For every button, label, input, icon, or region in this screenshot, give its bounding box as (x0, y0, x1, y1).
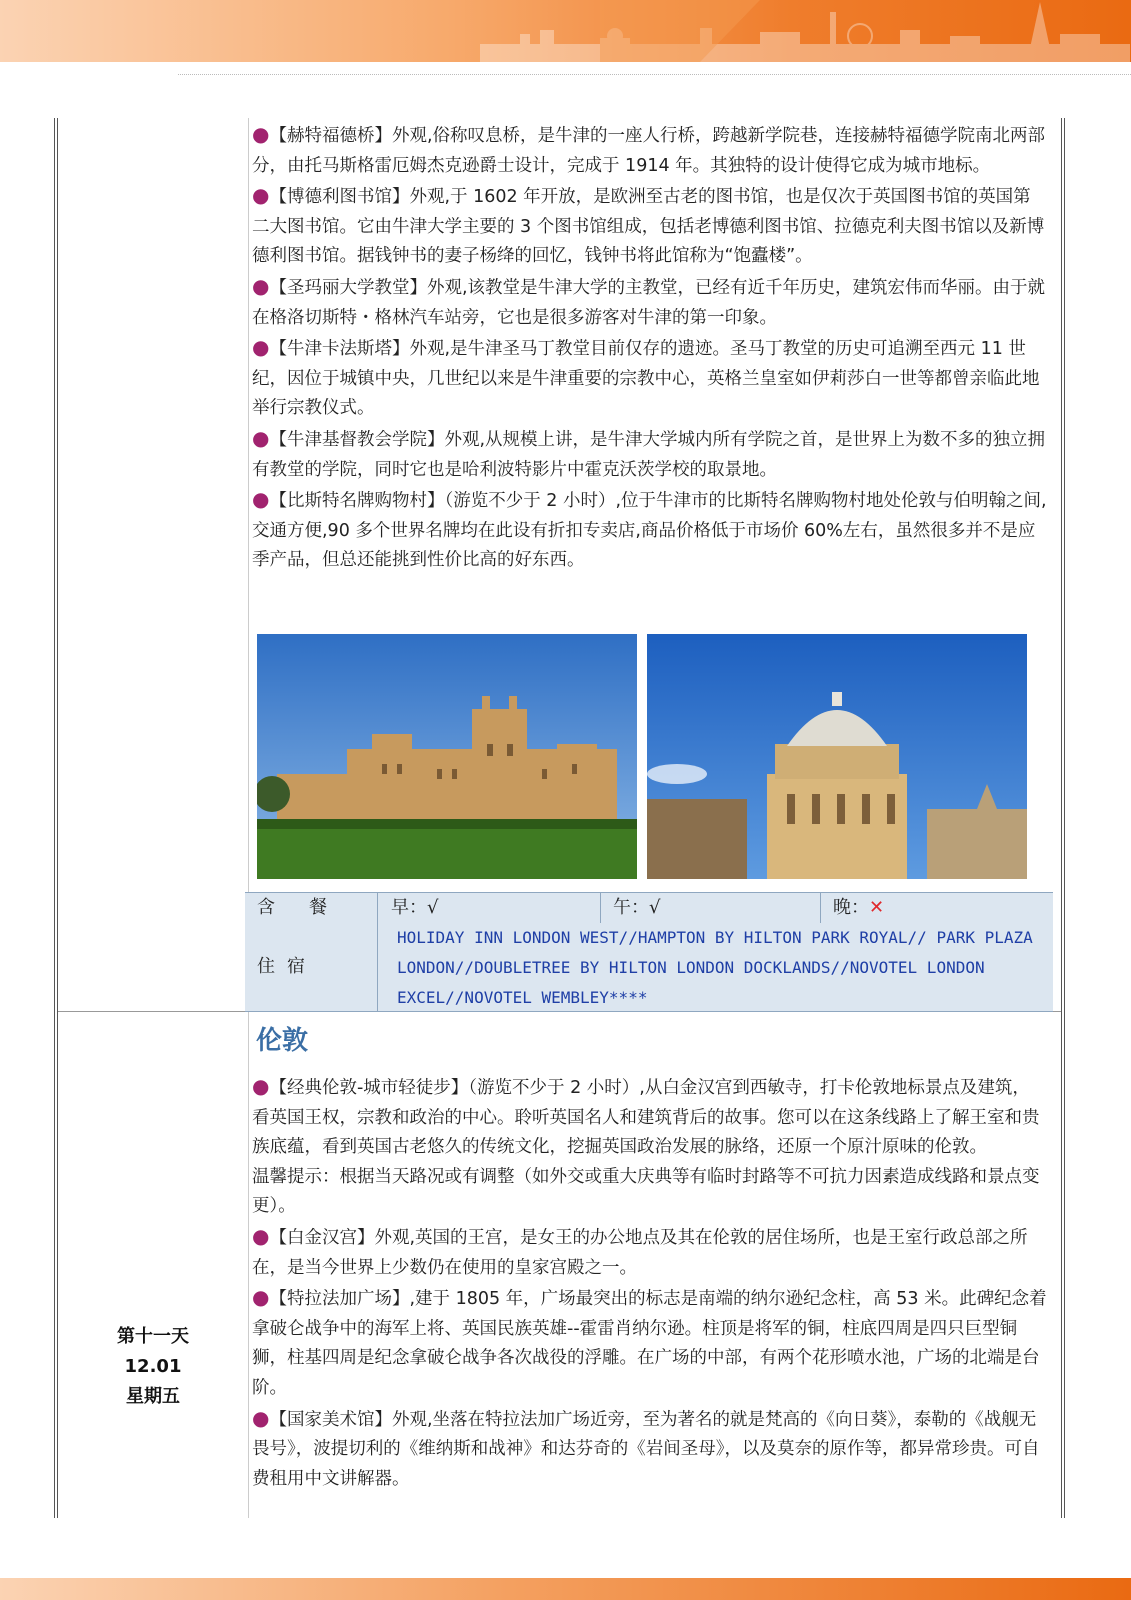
bullet-icon: ● (252, 1285, 270, 1310)
bullet-icon: ● (252, 425, 270, 450)
cross-icon: ✕ (869, 897, 885, 918)
bullet-icon: ● (252, 183, 270, 208)
day-label (58, 1322, 248, 1412)
bullet-icon: ● (252, 335, 270, 360)
day-weekday: 星期五 (126, 1386, 180, 1407)
meal-dinner-label: 晚： (833, 897, 869, 918)
paragraph (252, 333, 1047, 424)
paragraph-text: 外观,是牛津圣马丁教堂目前仅存的遗迹。圣马丁教堂的历史可追溯至西元 11 世纪，因位于城镇中央，几世纪以来是牛津重要的宗教中心，英格兰皇室如伊莉莎白一世等都曾亲临此地举行宗教仪式。 (252, 339, 1040, 419)
bullet-icon: ● (252, 122, 270, 146)
paragraph-title: 【博德利图书馆】 (269, 187, 410, 208)
hotel-label: 住宿 (257, 956, 317, 977)
paragraph-text: 外观,俗称叹息桥，是牛津的一座人行桥，跨越新学院巷，连接赫特福德学院南北两部分，由托马斯格雷厄姆杰克逊爵士设计，完成于 1914 年。其独特的设计使得它成为城市地标。 (252, 126, 1046, 176)
meals-label: 含 餐 (257, 897, 335, 918)
day-column (58, 118, 249, 1518)
paragraph-title: 【赫特福德桥】 (269, 126, 392, 146)
paragraph-text: 外观,英国的王宫，是女王的办公地点及其在伦敦的居住场所，也是王室行政总部之所在，是当今世界上少数仍在使用的皇家宫殿之一。 (252, 1227, 1028, 1278)
paragraph-title: 【国家美术馆】 (269, 1409, 392, 1430)
paragraph-text: （游览不少于 2 小时）,从白金汉宫到西敏寺，打卡伦敦地标景点及建筑，看英国王权，宗教和政治的中心。聆听英国名人和建筑背后的故事。您可以在这条线路上了解王室和贵族底蕴，看到英国古老悠久的传统文化，挖掘英国政治发展的脉络，还原一个原汁原味的伦敦。 (252, 1078, 1040, 1158)
photo-camera (647, 634, 1027, 879)
paragraph-title: 【牛津基督教会学院】 (269, 429, 445, 450)
tip-paragraph (252, 1163, 1047, 1222)
paragraph (252, 1072, 1047, 1163)
bullet-icon: ● (252, 487, 270, 512)
paragraph (252, 272, 1047, 333)
bullet-icon: ● (252, 273, 270, 298)
paragraph (252, 1222, 1047, 1283)
meals-row (245, 892, 1053, 924)
bullet-icon: ● (252, 1074, 270, 1098)
photo-palace (257, 634, 637, 879)
cell-divider (377, 923, 378, 1011)
cell-divider (377, 893, 378, 923)
paragraph (252, 485, 1047, 576)
paragraph (252, 424, 1047, 485)
paragraph-title: 【经典伦敦-城市轻徒步】 (269, 1078, 469, 1098)
paragraph-text: 温馨提示：根据当天路况或有调整（如外交或重大庆典等有临时封路等不可抗力因素造成线路和景点变更）。 (252, 1166, 1040, 1217)
cell-divider (600, 893, 601, 923)
bullet-icon: ● (252, 1405, 270, 1430)
day-number: 第十一天 (117, 1326, 189, 1347)
paragraph-title: 【白金汉宫】 (269, 1227, 375, 1248)
paragraph-text: 外观,该教堂是牛津大学的主教堂，已经有近千年历史，建筑宏伟而华丽。由于就在格洛切斯特・格林汽车站旁，它也是很多游客对牛津的第一印象。 (252, 277, 1046, 328)
meal-breakfast: 早：√ (391, 897, 439, 918)
section1-content (252, 120, 1047, 576)
paragraph-title: 【牛津卡法斯塔】 (269, 339, 410, 360)
hotel-list: HOLIDAY INN LONDON WEST//HAMPTON BY HILTON PARK ROYAL// PARK PLAZA LONDON//DOUBLETREE BY HILTON LONDON DOCKLANDS//NOVOTEL LONDON EXCEL//NOVOTEL WEMBLEY**** (397, 928, 1033, 1007)
cell-divider (820, 893, 821, 923)
paragraph-text: （游览不少于 2 小时）,位于牛津市的比斯特名牌购物村地处伦敦与伯明翰之间,交通方便,90 多个世界名牌均在此设有折扣专卖店,商品价格低于市场价 60%左右，虽然很多并不是应季产品，但总还能挑到性价比高的好东西。 (252, 491, 1047, 571)
paragraph-text: 外观,从规模上讲，是牛津大学城内所有学院之首，是世界上为数不多的独立拥有教堂的学院，同时它也是哈利波特影片中霍克沃茨学校的取景地。 (252, 429, 1046, 480)
header-banner (0, 0, 1131, 62)
city-title: 伦敦 (256, 1026, 309, 1056)
skyline-decoration (0, 0, 1131, 62)
paragraph-text: 外观,坐落在特拉法加广场近旁，至为著名的就是梵高的《向日葵》，泰勒的《战舰无畏号》，波提切利的《维纳斯和战神》和达芬奇的《岩间圣母》，以及莫奈的原作等，都异常珍贵。可自费租用中文讲解器。 (252, 1409, 1040, 1489)
day-date: 12.01 (124, 1356, 182, 1377)
hotel-row (245, 923, 1053, 1012)
paragraph-text: 外观,于 1602 年开放，是欧洲至古老的图书馆，也是仅次于英国图书馆的英国第二大图书馆。它由牛津大学主要的 3 个图书馆组成，包括老博德利图书馆、拉德克利夫图书馆以及新博德利图书馆。据钱钟书的妻子杨绛的回忆，钱钟书将此馆称为“饱蠹楼”。 (252, 187, 1045, 267)
paragraph-title: 【特拉法加广场】 (269, 1289, 410, 1310)
paragraph-title: 【圣玛丽大学教堂】 (269, 277, 427, 298)
paragraph (252, 120, 1047, 181)
meal-lunch: 午：√ (613, 897, 661, 918)
paragraph-text: ,建于 1805 年，广场最突出的标志是南端的纳尔逊纪念柱，高 53 米。此碑纪念着拿破仑战争中的海军上将、英国民族英雄--霍雷肖纳尔逊。柱顶是将军的铜，柱底四周是四只巨型铜狮，柱基四周是纪念拿破仑战争各次战役的浮雕。在广场的中部，有两个花形喷水池，广场的北端是台阶。 (252, 1289, 1047, 1398)
paragraph (252, 181, 1047, 272)
header-divider (178, 74, 1131, 75)
bullet-icon: ● (252, 1223, 270, 1248)
meal-dinner (833, 893, 884, 923)
footer-banner (0, 1578, 1131, 1600)
day11-content (252, 1072, 1047, 1494)
paragraph-title: 【比斯特名牌购物村】 (269, 491, 445, 512)
paragraph (252, 1404, 1047, 1495)
paragraph (252, 1283, 1047, 1403)
